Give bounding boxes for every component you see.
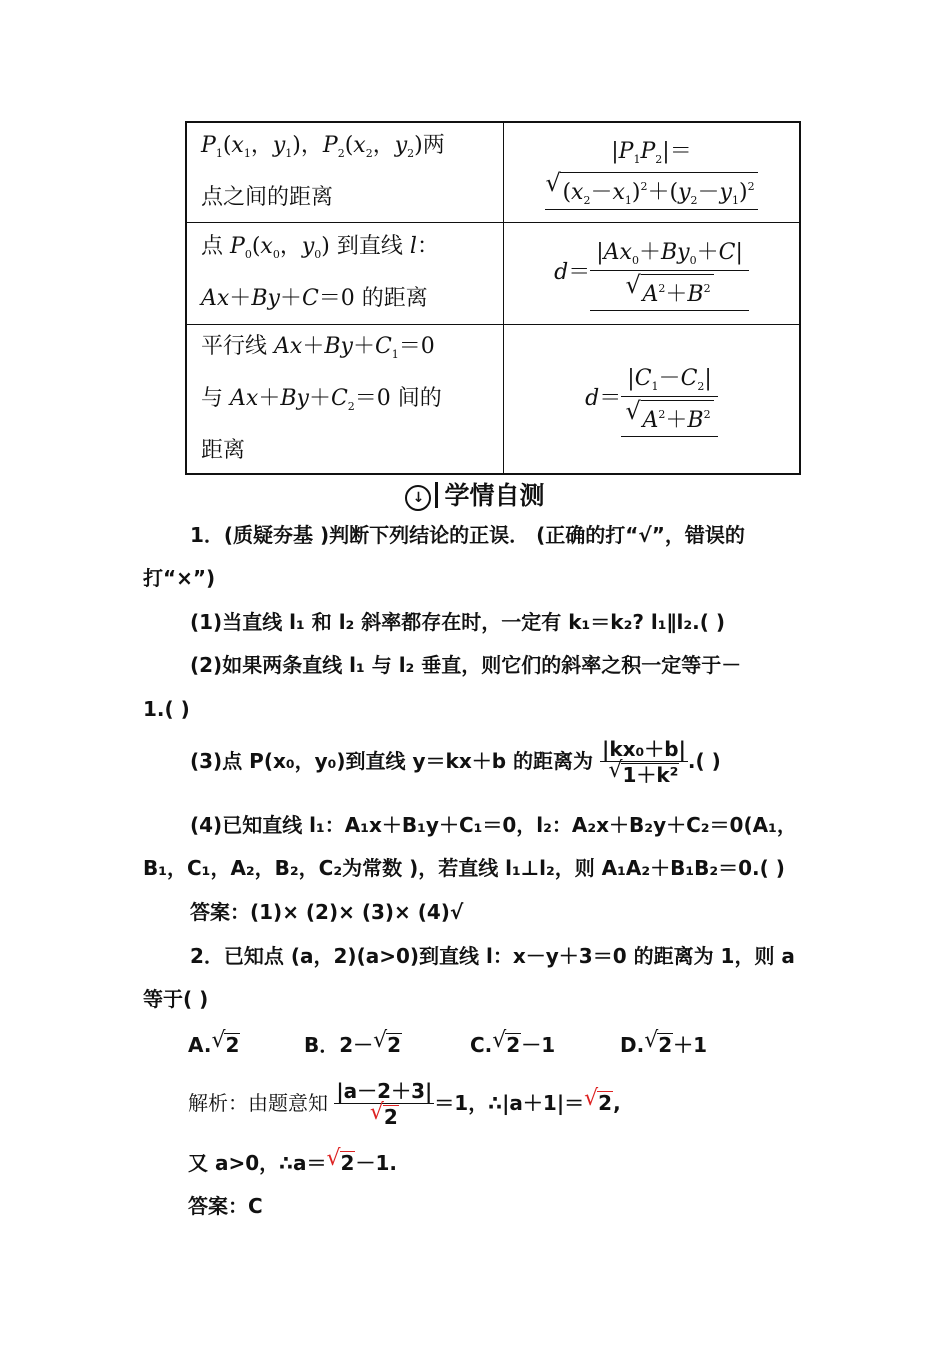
q1-item3-tail: .( )	[687, 749, 721, 773]
table-row	[186, 324, 800, 474]
heading-divider	[435, 482, 438, 508]
q2-option-b: B．2－√ 2	[304, 1032, 402, 1058]
q2-solution-line2: 又 a>0，∴a＝√ 2－1.	[188, 1150, 397, 1176]
distance-formula-table	[185, 121, 801, 475]
parallel-line-distance-cell: 平行线 $Ax+By+C_1=0$ 与 $Ax+By+C_2=0$ 间的 距离	[186, 324, 504, 474]
q1-item4-line2: B₁，C₁，A₂，B₂，C₂为常数 )，若直线 l₁⊥l₂，则 A₁A₂＋B₁B₂＝0.( )	[143, 856, 785, 880]
q1-item4-line1: (4)已知直线 l₁：A₁x＋B₁y＋C₁＝0，l₂：A₂x＋B₂y＋C₂＝0(A₁，	[190, 813, 797, 837]
q1-item3-text: (3)点 P(x₀，y₀)到直线 y＝kx＋b 的距离为	[190, 749, 594, 773]
q1-item3-fraction	[600, 738, 688, 787]
q2-stem-line2: 等于( )	[143, 987, 209, 1011]
q1-item3	[190, 738, 721, 787]
q1-item3-numerator: |kx₀＋b|	[602, 737, 686, 761]
table-row	[186, 122, 800, 222]
q1-item1: (1)当直线 l₁ 和 l₂ 斜率都存在时，一定有 k₁＝k₂? l₁∥l₂.( )	[190, 610, 725, 634]
table-row	[186, 222, 800, 324]
section-title: 学情自测	[444, 481, 545, 510]
q2-solution-fraction: |a－2＋3| √ 2	[334, 1080, 434, 1129]
q1-item2-line1: (2)如果两条直线 l₁ 与 l₂ 垂直，则它们的斜率之积一定等于－	[190, 653, 742, 677]
q2-answer: 答案：C	[188, 1194, 263, 1218]
q1-item2-line2: 1.( )	[143, 697, 190, 721]
q1-stem-line2: 打“×”)	[143, 566, 216, 590]
q2-option-a: A.√ 2	[188, 1032, 240, 1058]
q2-option-d: D.√ 2＋1	[620, 1032, 707, 1058]
parallel-line-distance-formula: d＝ $|C_1-C_2|$ √ $A^2+B^2$	[504, 324, 801, 474]
q2-stem-line1: 2．已知点 (a，2)(a>0)到直线 l：x－y＋3＝0 的距离为 1，则 a	[190, 944, 795, 968]
point-line-distance-formula: d＝ $|Ax_0+By_0+C|$ √ $A^2+B^2$	[504, 222, 801, 324]
two-point-distance-cell: $P_1(x_1$，$y_1$)，$P_2(x_2$，$y_2$)两 点之间的距离	[186, 122, 504, 222]
q1-answer: 答案：(1)× (2)× (3)× (4)√	[190, 900, 464, 924]
q1-item3-denominator: 1＋k²	[622, 763, 679, 787]
down-arrow-circle-icon: ↓	[405, 485, 431, 511]
q2-solution-line1: 解析：由题意知 |a－2＋3| √ 2 ＝1，∴|a＋1|＝√ 2,	[188, 1080, 621, 1129]
q1-stem-line1: 1．(质疑夯基 )判断下列结论的正误． (正确的打“√”，错误的	[190, 523, 745, 547]
two-point-distance-formula: $|P_1P_2|=$ √ $(x_2-x_1)^2+(y_2-y_1)^2$	[504, 122, 801, 222]
q2-option-c: C.√ 2－1	[470, 1032, 555, 1058]
section-heading	[0, 476, 950, 512]
point-line-distance-cell: 点 $P_0(x_0$，$y_0$) 到直线 l： Ax＋By＋C＝0 的距离	[186, 222, 504, 324]
